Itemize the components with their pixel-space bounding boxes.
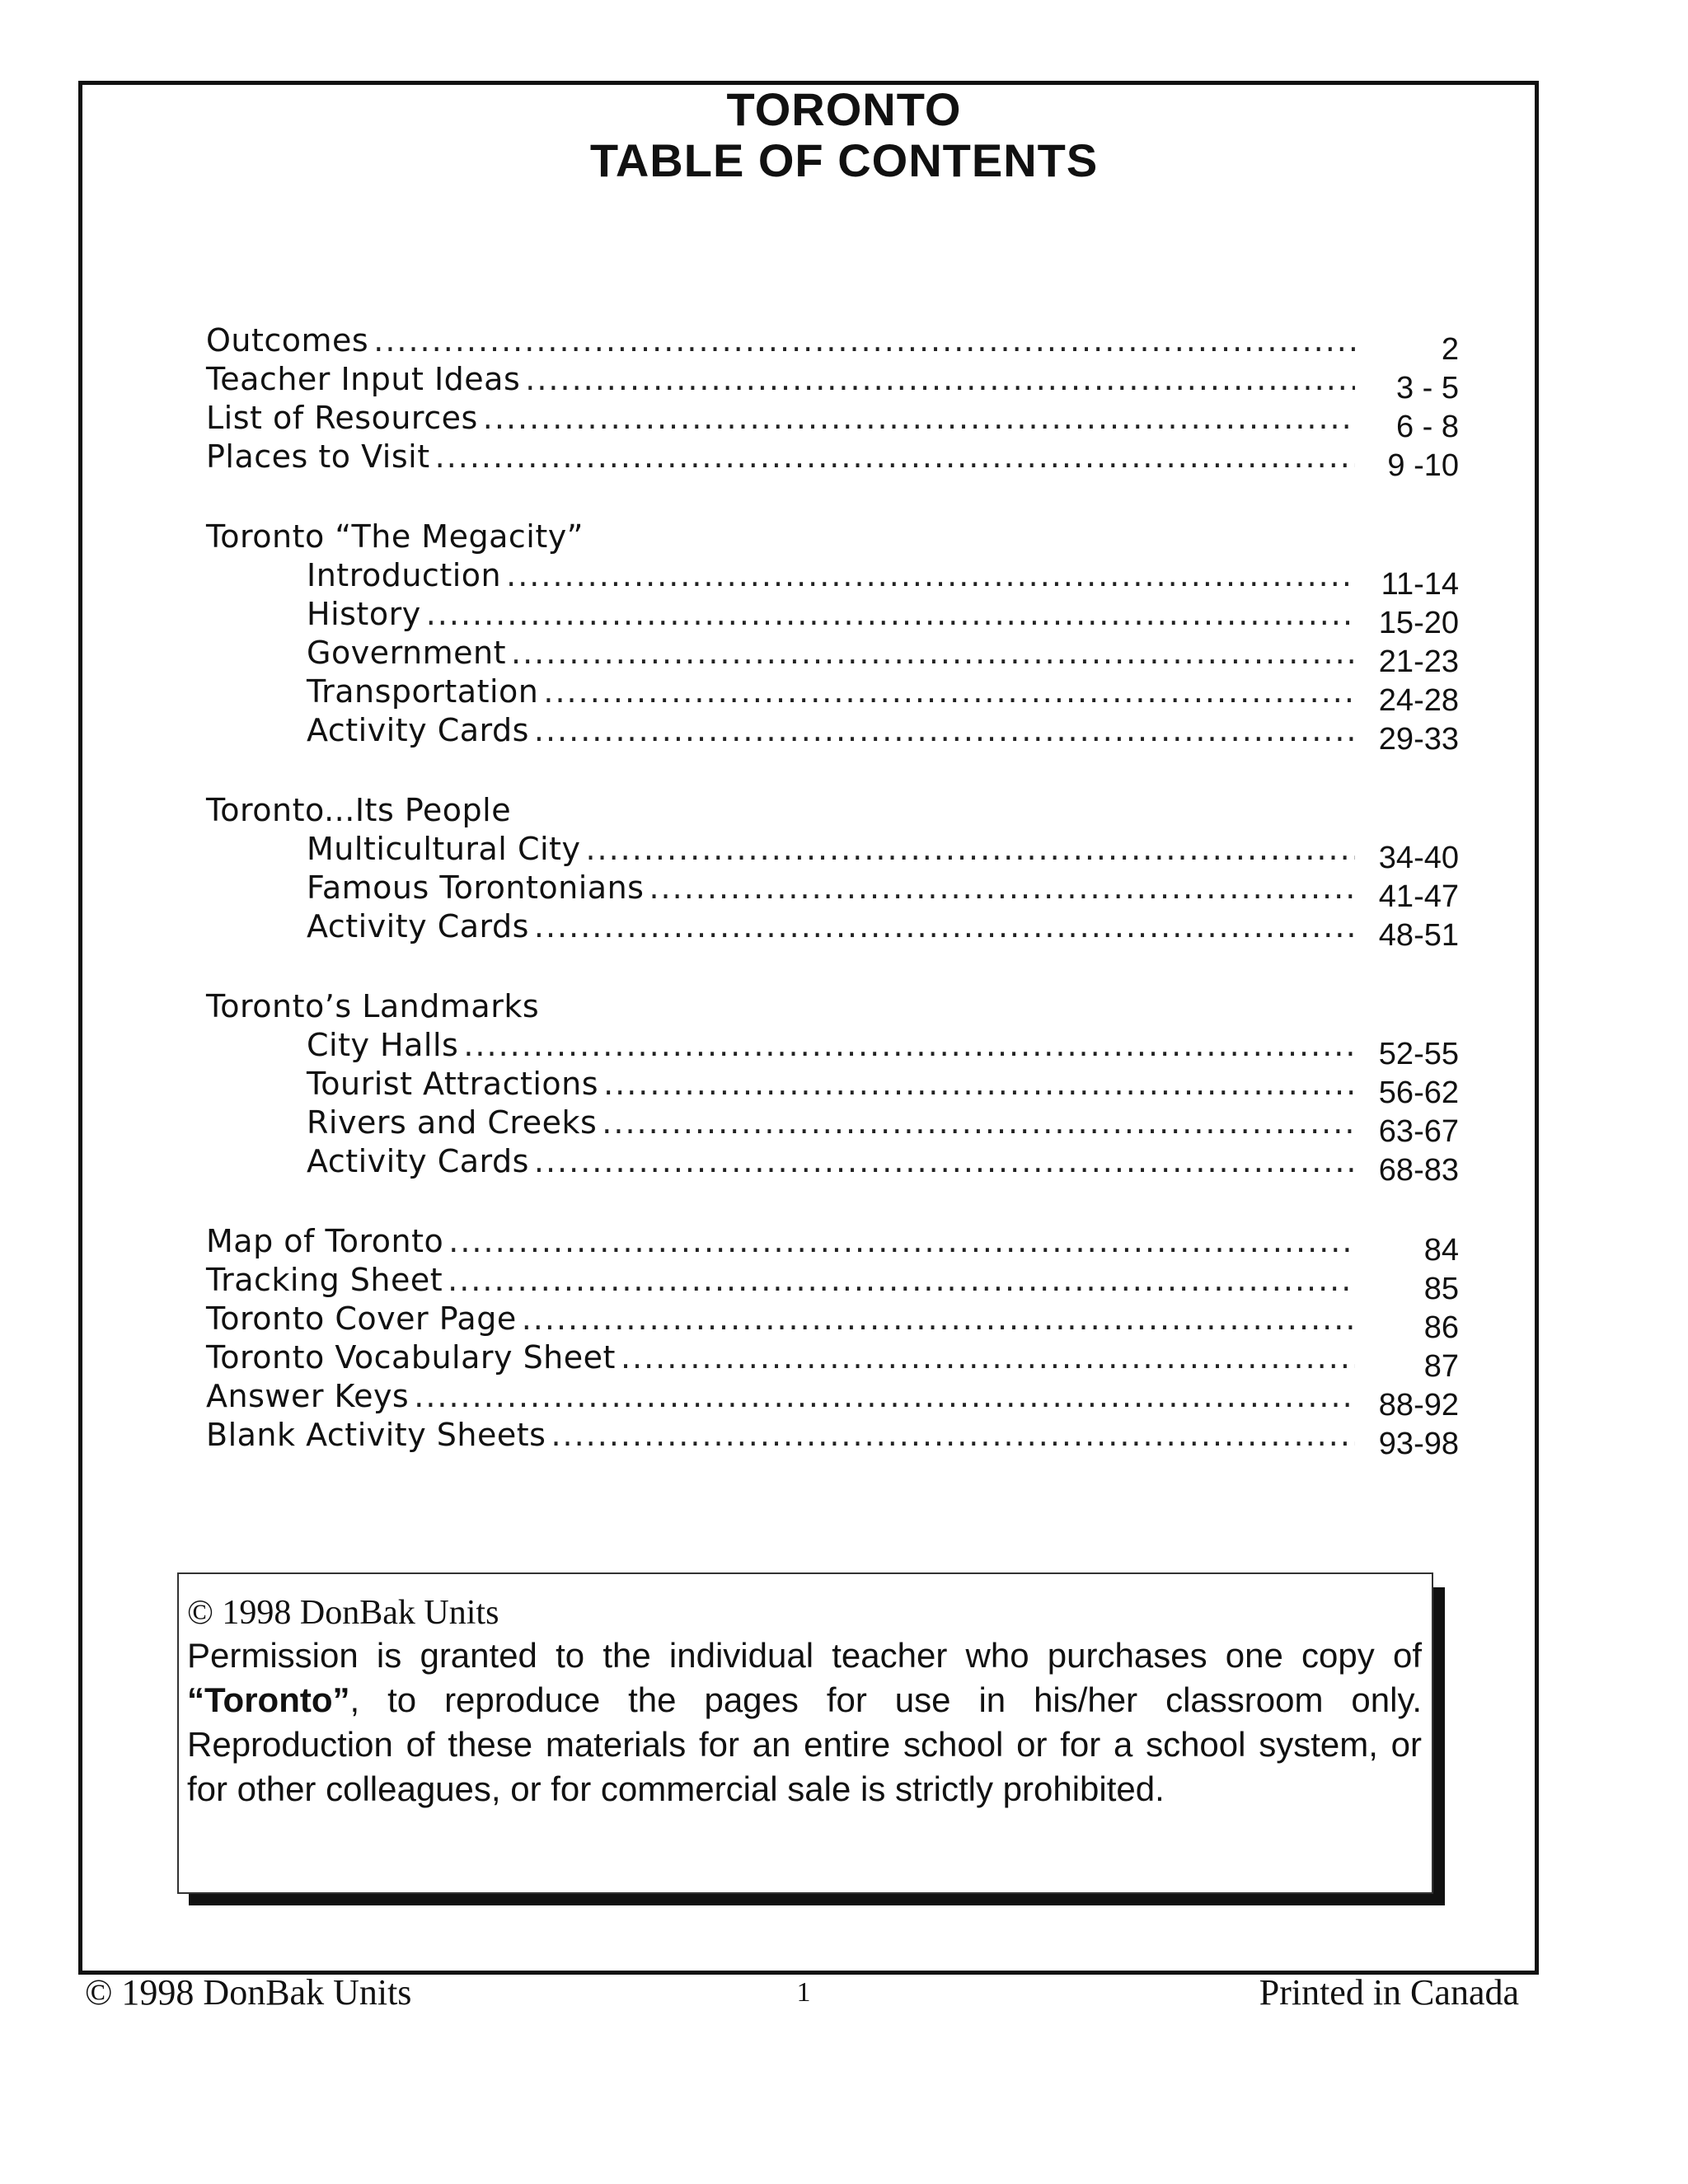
toc-entry — [206, 1222, 1459, 1268]
notice-permission-text — [187, 1633, 1422, 1811]
footer-copyright: © 1998 DonBak Units — [85, 1972, 412, 2013]
toc-entry-label: Government — [307, 635, 506, 671]
dot-leader — [506, 556, 1355, 595]
toc-section-megacity — [206, 518, 1459, 757]
toc-entry-label: Outcomes — [206, 322, 369, 359]
toc-entry-page: 29-33 — [1378, 722, 1459, 757]
section-heading: Toronto...Its People — [206, 792, 512, 828]
footer-printed-in: Printed in Canada — [1259, 1972, 1519, 2013]
toc-entry-page: 93-98 — [1378, 1427, 1459, 1461]
notice-copyright-line: © 1998 DonBak Units — [187, 1594, 499, 1632]
toc-entry-page: 34-40 — [1378, 841, 1459, 875]
toc-entry — [206, 1026, 1459, 1071]
toc-entry — [206, 1104, 1459, 1149]
toc-entry — [206, 556, 1459, 602]
dot-leader — [483, 399, 1355, 438]
dot-leader — [373, 321, 1355, 360]
toc-entry-label: List of Resources — [206, 400, 478, 436]
toc-entry-page: 41-47 — [1378, 879, 1459, 914]
notice-text-start: Permission is granted to the individual teacher who purchases one copy of — [187, 1636, 1422, 1675]
dot-leader — [621, 1338, 1355, 1377]
dot-leader — [534, 907, 1355, 946]
toc-entry-label: Answer Keys — [206, 1378, 410, 1414]
toc-entry-label: Introduction — [307, 557, 502, 593]
toc-entry-page: 6 - 8 — [1395, 410, 1459, 444]
dot-leader — [585, 830, 1355, 869]
document-subtitle: TABLE OF CONTENTS — [589, 134, 1099, 186]
notice-text-end: , to reproduce the pages for use in his/her classroom only. Reproduction of these materials for an entire school or for a school system, or for other colleagues, or for commercial sale is strictly prohibited. — [187, 1680, 1422, 1808]
toc-entry-page: 21-23 — [1378, 644, 1459, 679]
toc-entry-label: Toronto Cover Page — [206, 1301, 517, 1337]
toc-entry-label: Transportation — [307, 673, 539, 710]
toc-entry — [206, 1338, 1459, 1384]
dot-leader — [522, 1300, 1355, 1338]
toc-entry-label: Toronto Vocabulary Sheet — [206, 1339, 616, 1376]
toc-entry-label: Map of Toronto — [206, 1223, 444, 1259]
toc-entry — [206, 1377, 1459, 1422]
dot-leader — [534, 1142, 1355, 1181]
toc-entry-label: Teacher Input Ideas — [206, 361, 521, 397]
dot-leader — [649, 869, 1355, 907]
dot-leader — [603, 1065, 1355, 1104]
toc-entry-label: Rivers and Creeks — [307, 1104, 598, 1141]
toc-entry — [206, 711, 1459, 757]
toc-entry — [206, 869, 1459, 914]
toc-entry-page: 48-51 — [1378, 918, 1459, 953]
toc-entry-page: 11-14 — [1381, 567, 1459, 602]
dot-leader — [602, 1104, 1355, 1142]
dot-leader — [414, 1377, 1355, 1416]
table-of-contents — [206, 321, 1459, 1496]
dot-leader — [463, 1026, 1355, 1065]
toc-entry-page: 63-67 — [1378, 1114, 1459, 1149]
toc-entry — [206, 399, 1459, 444]
toc-entry-label: Blank Activity Sheets — [206, 1417, 546, 1453]
toc-entry-label: City Halls — [307, 1027, 459, 1063]
dot-leader — [511, 634, 1355, 673]
footer-page-number: 1 — [796, 1977, 811, 2008]
toc-entry-page: 84 — [1423, 1233, 1459, 1268]
notice-title-bold: “Toronto” — [187, 1680, 350, 1719]
toc-entry-page: 15-20 — [1378, 606, 1459, 640]
toc-entry — [206, 595, 1459, 640]
toc-entry-label: Activity Cards — [307, 712, 529, 748]
dot-leader — [534, 711, 1355, 750]
toc-section-general — [206, 321, 1459, 483]
toc-entry — [206, 907, 1459, 953]
toc-entry-label: Famous Torontonians — [307, 869, 645, 906]
toc-entry — [206, 1416, 1459, 1461]
toc-entry-label: Activity Cards — [307, 908, 529, 944]
toc-section-people — [206, 791, 1459, 953]
toc-entry-page: 52-55 — [1378, 1037, 1459, 1071]
dot-leader — [551, 1416, 1355, 1455]
toc-entry — [206, 1300, 1459, 1345]
toc-entry — [206, 1065, 1459, 1110]
toc-entry-label: History — [307, 596, 421, 632]
toc-entry-label: Places to Visit — [206, 438, 430, 475]
dot-leader — [525, 360, 1355, 399]
toc-entry-label: Tracking Sheet — [206, 1262, 443, 1298]
dot-leader — [448, 1222, 1355, 1261]
toc-entry-page: 2 — [1441, 332, 1459, 367]
toc-entry — [206, 1142, 1459, 1188]
toc-entry — [206, 360, 1459, 405]
dot-leader — [448, 1261, 1355, 1300]
notice-box-shadow — [189, 1894, 1445, 1905]
toc-section-appendix — [206, 1222, 1459, 1461]
toc-entry — [206, 321, 1459, 367]
toc-entry-page: 9 -10 — [1387, 448, 1459, 483]
toc-entry — [206, 830, 1459, 875]
toc-entry-page: 56-62 — [1378, 1076, 1459, 1110]
section-heading: Toronto “The Megacity” — [206, 518, 584, 555]
toc-entry-page: 87 — [1423, 1349, 1459, 1384]
dot-leader — [426, 595, 1355, 634]
title-block — [0, 84, 1688, 186]
toc-entry-label: Multicultural City — [307, 831, 581, 867]
toc-entry-page: 88-92 — [1378, 1388, 1459, 1422]
toc-entry-page: 68-83 — [1378, 1153, 1459, 1188]
document-title: TORONTO — [726, 83, 962, 135]
toc-entry-page: 3 - 5 — [1395, 371, 1459, 405]
toc-entry-page: 24-28 — [1378, 683, 1459, 718]
toc-entry-page: 86 — [1423, 1310, 1459, 1345]
dot-leader — [435, 438, 1355, 476]
toc-entry — [206, 438, 1459, 483]
copyright-notice-box — [177, 1572, 1433, 1894]
toc-entry — [206, 673, 1459, 718]
toc-section-landmarks — [206, 987, 1459, 1188]
section-heading: Toronto’s Landmarks — [206, 988, 540, 1024]
toc-entry-page: 85 — [1423, 1272, 1459, 1306]
toc-entry-label: Activity Cards — [307, 1143, 529, 1179]
toc-entry-label: Tourist Attractions — [307, 1066, 599, 1102]
toc-entry — [206, 1261, 1459, 1306]
toc-entry — [206, 634, 1459, 679]
dot-leader — [543, 673, 1355, 711]
notice-box-shadow — [1433, 1587, 1445, 1905]
